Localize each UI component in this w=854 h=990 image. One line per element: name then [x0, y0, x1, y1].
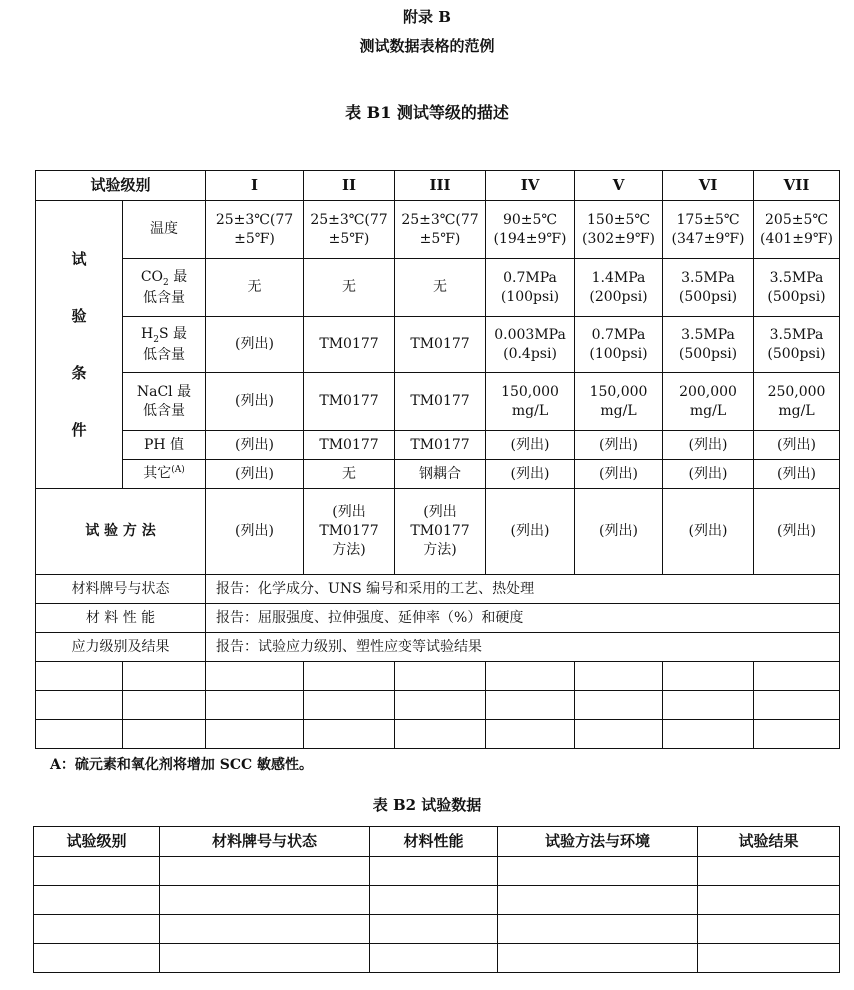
blank-cell	[370, 886, 498, 915]
blank-cell	[395, 691, 486, 720]
cell-line: 150,000	[589, 383, 648, 400]
cell-line: (列出)	[235, 336, 274, 353]
cell-line: 25±3℃(77	[401, 211, 479, 228]
blank-cell	[123, 720, 206, 749]
data-cell	[754, 431, 840, 460]
cell-line: (100psi)	[589, 345, 648, 362]
cell-line: (列出)	[510, 523, 550, 540]
cell-line: 方法)	[423, 541, 457, 558]
blank-cell	[34, 944, 160, 973]
cell-line: (302±9℉)	[582, 230, 655, 247]
cell-line: 200,000	[679, 383, 737, 400]
blank-cell	[498, 944, 698, 973]
condition-row-ph	[36, 431, 840, 460]
blank-cell	[754, 662, 840, 691]
blank-cell	[123, 691, 206, 720]
data-cell	[304, 460, 395, 489]
level-header-cell: VII	[754, 171, 840, 201]
blank-cell	[663, 691, 754, 720]
table-b2	[33, 826, 840, 973]
blank-cell	[486, 691, 575, 720]
blank-cell	[36, 720, 123, 749]
cell-line: (0.4psi)	[503, 345, 557, 362]
blank-cell	[663, 720, 754, 749]
data-cell	[395, 317, 486, 373]
data-cell	[575, 460, 663, 489]
cell-line: (列出)	[688, 436, 728, 453]
blank-cell	[160, 857, 370, 886]
report-label: 应力级别及结果	[36, 633, 206, 662]
blank-cell	[498, 886, 698, 915]
blank-cell	[498, 915, 698, 944]
blank-cell	[36, 691, 123, 720]
data-cell	[575, 489, 663, 575]
data-cell	[754, 460, 840, 489]
cell-line: (列出)	[235, 393, 274, 410]
table-b1-caption: 表 B1 测试等级的描述	[345, 103, 509, 122]
blank-cell	[370, 915, 498, 944]
footnote: A：硫元素和氧化剂将增加 SCC 敏感性。	[50, 757, 314, 773]
table-b1	[35, 170, 840, 749]
blank-cell	[206, 720, 304, 749]
appendix-subtitle: 测试数据表格的范例	[359, 37, 495, 55]
level-header: 试验级别	[36, 171, 206, 201]
cell-line: (列出	[423, 504, 457, 521]
blank-cell	[754, 691, 840, 720]
blank-cell	[698, 915, 840, 944]
cell-line: 无	[247, 279, 262, 296]
condition-row-co2	[36, 259, 840, 317]
cell-line: (列出)	[599, 436, 638, 453]
data-cell	[206, 317, 304, 373]
cell-line: (列出)	[599, 465, 638, 482]
cell-line: (347±9℉)	[671, 230, 745, 247]
data-cell	[754, 317, 840, 373]
data-cell	[304, 489, 395, 575]
data-cell	[486, 431, 575, 460]
data-cell	[663, 460, 754, 489]
cell-line: 3.5MPa	[769, 269, 824, 286]
data-cell	[754, 373, 840, 431]
level-header-cell: I	[206, 171, 304, 201]
data-cell	[395, 489, 486, 575]
report-text: 报告：试验应力级别、塑性应变等试验结果	[206, 633, 840, 662]
data-cell	[663, 373, 754, 431]
cell-line: 0.7MPa	[503, 269, 557, 286]
blank-cell	[370, 944, 498, 973]
cell-line: (500psi)	[678, 288, 738, 305]
report-text: 报告：屈服强度、拉伸强度、延伸率（%）和硬度	[206, 604, 840, 633]
data-cell	[575, 317, 663, 373]
data-cell	[395, 201, 486, 259]
row-label: PH 值	[123, 431, 206, 460]
blank-row	[34, 915, 840, 944]
cell-line: ±5℉)	[328, 230, 370, 247]
condition-row-nacl	[36, 373, 840, 431]
cell-line: (194±9℉)	[493, 230, 567, 247]
cell-line: TM0177	[410, 436, 470, 453]
cell-line: 无	[342, 279, 357, 296]
blank-cell	[395, 662, 486, 691]
data-cell	[754, 201, 840, 259]
row-label: NaCl 最 低含量	[123, 373, 206, 431]
cell-line: (列出)	[235, 465, 274, 482]
table-b2-header: 试验级别	[34, 827, 160, 857]
blank-cell	[206, 691, 304, 720]
condition-row-temperature	[36, 201, 840, 259]
data-cell	[206, 373, 304, 431]
cell-line: ±5℉)	[419, 230, 461, 247]
cell-line: 25±3℃(77	[310, 211, 388, 228]
blank-cell	[575, 662, 663, 691]
report-row	[36, 575, 840, 604]
blank-cell	[304, 720, 395, 749]
level-header-cell: II	[304, 171, 395, 201]
cell-line: (列出	[332, 504, 366, 521]
blank-cell	[34, 915, 160, 944]
data-cell	[206, 201, 304, 259]
data-cell	[486, 460, 575, 489]
level-header-cell: VI	[663, 171, 754, 201]
blank-cell	[160, 915, 370, 944]
data-cell	[304, 431, 395, 460]
data-cell	[754, 489, 840, 575]
cell-line: TM0177	[319, 523, 379, 540]
cell-line: 无	[342, 465, 357, 482]
blank-cell	[160, 886, 370, 915]
table-b2-header: 材料牌号与状态	[160, 827, 370, 857]
condition-row-other	[36, 460, 840, 489]
row-label: 温度	[123, 201, 206, 259]
cell-line: mg/L	[600, 402, 637, 419]
data-cell	[575, 431, 663, 460]
cell-line: (500psi)	[678, 345, 738, 362]
blank-row	[36, 691, 840, 720]
blank-cell	[370, 857, 498, 886]
blank-cell	[206, 662, 304, 691]
cell-line: 无	[433, 279, 448, 296]
blank-cell	[486, 720, 575, 749]
cell-line: 0.7MPa	[591, 326, 646, 343]
data-cell	[575, 259, 663, 317]
cell-line: ±5℉)	[234, 230, 275, 247]
cell-line: mg/L	[689, 402, 727, 419]
data-cell	[486, 317, 575, 373]
blank-cell	[36, 662, 123, 691]
cell-line: TM0177	[319, 393, 379, 410]
cell-line: mg/L	[511, 402, 549, 419]
cell-line: (列出)	[510, 436, 550, 453]
data-cell	[206, 489, 304, 575]
blank-cell	[575, 720, 663, 749]
data-cell	[486, 489, 575, 575]
data-cell	[304, 259, 395, 317]
cell-line: (500psi)	[767, 288, 826, 305]
blank-cell	[754, 720, 840, 749]
data-cell	[486, 259, 575, 317]
blank-cell	[698, 944, 840, 973]
cell-line: (列出)	[510, 465, 550, 482]
cell-line: 150±5℃	[587, 211, 651, 228]
table-b2-header: 试验结果	[698, 827, 840, 857]
level-header-cell: III	[395, 171, 486, 201]
cell-line: (列出)	[777, 436, 816, 453]
blank-cell	[304, 691, 395, 720]
table-b2-header: 材料性能	[370, 827, 498, 857]
blank-cell	[160, 944, 370, 973]
report-label: 材料牌号与状态	[36, 575, 206, 604]
blank-cell	[498, 857, 698, 886]
cell-line: 0.003MPa	[494, 326, 566, 343]
blank-row	[36, 662, 840, 691]
cell-line: (列出)	[599, 523, 638, 540]
row-label: $H_2S$ 最 低含量	[123, 317, 206, 373]
cell-line: 25±3℃(77	[215, 211, 294, 228]
level-header-cell: V	[575, 171, 663, 201]
blank-cell	[34, 857, 160, 886]
data-cell	[486, 201, 575, 259]
cell-line: (500psi)	[767, 345, 826, 362]
report-text: 报告：化学成分、UNS 编号和采用的工艺、热处理	[206, 575, 840, 604]
blank-cell	[34, 886, 160, 915]
blank-cell	[486, 662, 575, 691]
row-label: $CO_2$ 最 低含量	[123, 259, 206, 317]
data-cell	[663, 489, 754, 575]
condition-row-h2s	[36, 317, 840, 373]
cell-line: 3.5MPa	[681, 269, 735, 286]
report-label: 材 料 性 能	[36, 604, 206, 633]
data-cell	[395, 431, 486, 460]
blank-row	[34, 886, 840, 915]
cell-line: (401±9℉)	[760, 230, 833, 247]
cell-line: TM0177	[410, 393, 470, 410]
blank-cell	[304, 662, 395, 691]
report-row	[36, 633, 840, 662]
data-cell	[304, 317, 395, 373]
report-row	[36, 604, 840, 633]
blank-row	[34, 944, 840, 973]
data-cell	[206, 460, 304, 489]
blank-row	[36, 720, 840, 749]
table-b2-header: 试验方法与环境	[498, 827, 698, 857]
cell-line: (列出)	[688, 465, 728, 482]
data-cell	[663, 317, 754, 373]
cell-line: mg/L	[778, 402, 815, 419]
blank-cell	[663, 662, 754, 691]
cell-line: TM0177	[410, 523, 470, 540]
blank-cell	[123, 662, 206, 691]
row-label: 其它$^{(A)}$	[123, 460, 206, 489]
table-b2-caption: 表 B2 试验数据	[372, 796, 482, 814]
cell-line: TM0177	[319, 436, 379, 453]
data-cell	[395, 259, 486, 317]
cell-line: 175±5℃	[676, 211, 740, 228]
cell-line: 250,000	[767, 383, 826, 400]
data-cell	[304, 201, 395, 259]
cell-line: (列出)	[688, 523, 728, 540]
blank-cell	[698, 886, 840, 915]
data-cell	[486, 373, 575, 431]
blank-row	[34, 857, 840, 886]
cell-line: (列出)	[777, 465, 816, 482]
blank-cell	[575, 691, 663, 720]
data-cell	[663, 201, 754, 259]
cell-line: (列出)	[235, 436, 274, 453]
cell-line: (列出)	[777, 523, 816, 540]
data-cell	[206, 431, 304, 460]
cell-line: TM0177	[410, 336, 470, 353]
test-method-label: 试 验 方 法	[36, 489, 206, 575]
cell-line: 90±5℃	[502, 211, 558, 228]
test-conditions-label: 试 验 条 件	[36, 201, 123, 489]
cell-line: (列出)	[235, 523, 274, 540]
test-method-row	[36, 489, 840, 575]
data-cell	[754, 259, 840, 317]
appendix-title: 附录 B	[403, 8, 451, 26]
cell-line: (100psi)	[500, 288, 560, 305]
data-cell	[663, 431, 754, 460]
cell-line: 1.4MPa	[591, 269, 646, 286]
data-cell	[663, 259, 754, 317]
cell-line: 方法)	[332, 541, 366, 558]
level-header-cell: IV	[486, 171, 575, 201]
data-cell	[575, 373, 663, 431]
data-cell	[304, 373, 395, 431]
cell-line: 150,000	[501, 383, 559, 400]
data-cell	[395, 373, 486, 431]
data-cell	[206, 259, 304, 317]
cell-line: 3.5MPa	[681, 326, 735, 343]
data-cell	[395, 460, 486, 489]
cell-line: (200psi)	[589, 288, 648, 305]
cell-line: TM0177	[319, 336, 379, 353]
blank-cell	[395, 720, 486, 749]
blank-cell	[698, 857, 840, 886]
data-cell	[575, 201, 663, 259]
cell-line: 3.5MPa	[769, 326, 824, 343]
cell-line: 钢耦合	[419, 465, 462, 482]
cell-line: 205±5℃	[765, 211, 829, 228]
